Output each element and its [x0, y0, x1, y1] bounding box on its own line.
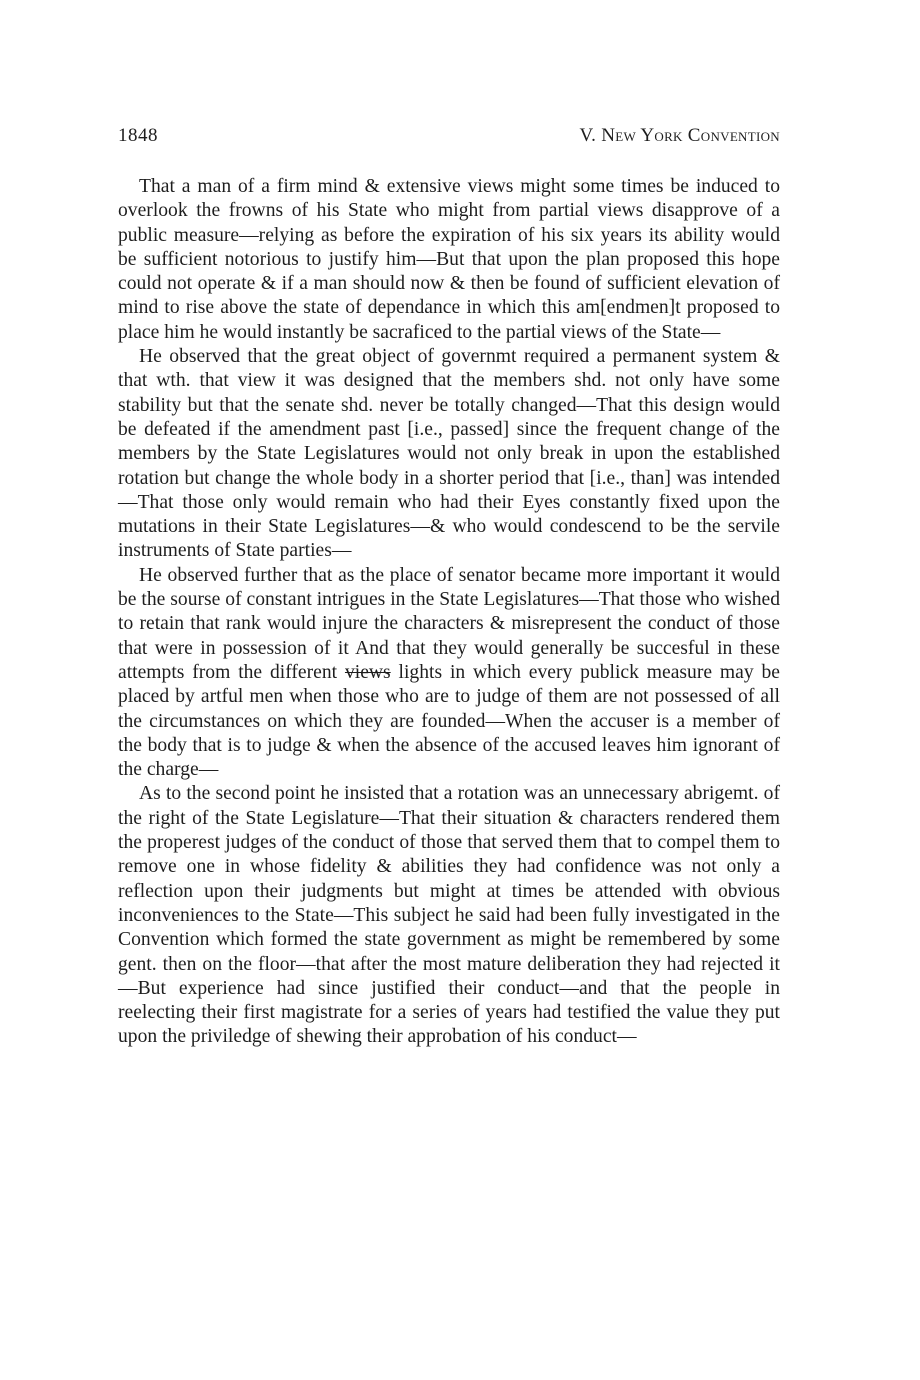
paragraph [118, 564, 780, 783]
body-text [118, 175, 780, 1050]
page-number: 1848 [118, 125, 158, 146]
running-head [118, 120, 780, 152]
paragraph: He observed that the great object of governmt required a permanent system & that wth. that view it was designed that the members shd. not only have some stability but that the senate shd. never be totally changed—That this design would be defeated if the amendment past [i.e., passed] since the frequent change of the members by the State Legislatures would not only break in upon the established rotation but change the whole body in a shorter period that [i.e., than] was intended—That those only would remain who had their Eyes constantly fixed upon the mutations in their State Legislatures—& who would condescend to be the servile instruments of State parties— [118, 346, 780, 562]
paragraph: That a man of a firm mind & extensive views might some times be induced to overlook the frowns of his State who might from partial views disapprove of a public measure—relying as before the expiration of his six years its ability would be sufficient notorious to justify him—But that upon the plan proposed this hope could not operate & if a man should now & then be found of sufficient elevation of mind to rise above the state of dependance in which this am[endmen]t proposed to place him he would instantly be sacraficed to the partial views of the State— [118, 176, 780, 343]
struck-word: views [344, 661, 391, 683]
section-title: V. New York Convention [579, 125, 780, 146]
document-page [118, 120, 780, 1050]
paragraph-text: lights in which every publick measure may be placed by artful men when those who are to judge of them are not possessed of all the circumstances on which they are founded—When the accuser is a member of the body that is to judge & when the absence of the accused leaves him ignorant of the charge— [118, 661, 781, 781]
paragraph-text: He observed further that as the place of senator became more important it would be the sourse of constant intrigues in the State Legislatures—That those who wished to retain that rank would injure the characters & misrepresent the conduct of those that were in possession of it And that they would generally be succesful in these attempts from the different [118, 564, 780, 683]
paragraph: As to the second point he insisted that a rotation was an unnecessary abrigemt. of the right of the State Legislature—That their situation & characters rendered them the properest judges of the conduct of those that served them that to compel them to remove one in whose fidelity & abilities they had confidence was not only a reflection upon their judgments but might at times be attended with obvious inconveniences to the State—This subject he said had been fully investigated in the Convention which formed the state government as might be remembered by some gent. then on the floor—that after the most mature deliberation they had rejected it—But experience had since justified their conduct—and that the people in reelecting their first magistrate for a series of years had testified the value they put upon the priviledge of shewing their approbation of his conduct— [118, 783, 780, 1048]
